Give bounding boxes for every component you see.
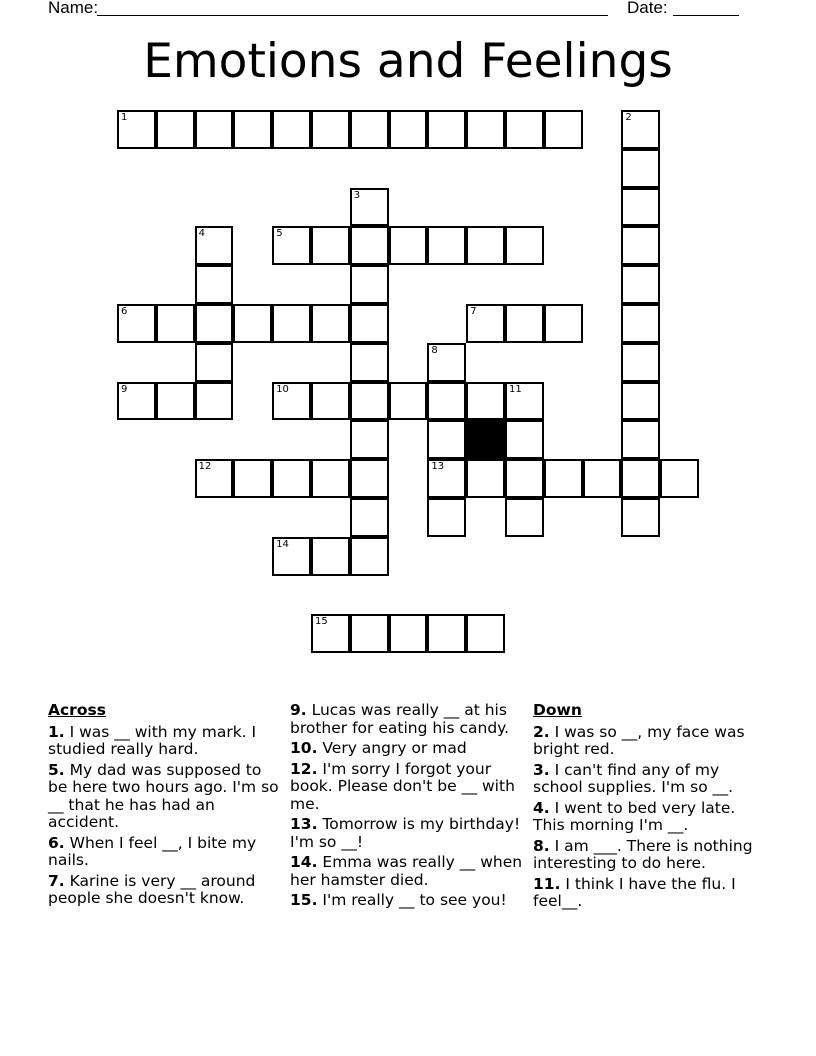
crossword-cell[interactable]	[466, 459, 505, 498]
down-heading: Down	[533, 701, 582, 719]
crossword-cell[interactable]	[350, 110, 389, 149]
crossword-cell[interactable]	[621, 459, 660, 498]
crossword-cell[interactable]	[621, 265, 660, 304]
crossword-cell[interactable]	[350, 188, 389, 227]
clue-text: I can't find any of my school supplies. I'm so __.	[533, 760, 734, 796]
crossword-cell[interactable]	[389, 226, 428, 265]
crossword-cell[interactable]	[195, 265, 234, 304]
crossword-cell[interactable]	[272, 226, 311, 265]
name-field[interactable]	[97, 0, 608, 16]
clue-text: Tomorrow is my birthday! I'm so __!	[290, 815, 521, 851]
crossword-cell[interactable]	[389, 382, 428, 421]
crossword-cell[interactable]	[621, 343, 660, 382]
crossword-cell[interactable]	[272, 459, 311, 498]
crossword-cell[interactable]	[233, 459, 272, 498]
clue-item	[533, 724, 763, 759]
crossword-cell[interactable]	[505, 110, 544, 149]
across-clues-column	[48, 702, 283, 911]
crossword-cell[interactable]	[350, 343, 389, 382]
clue-number: 3	[353, 189, 361, 201]
clue-number: 5.	[48, 760, 65, 779]
crossword-cell[interactable]	[350, 304, 389, 343]
crossword-cell[interactable]	[195, 343, 234, 382]
crossword-cell[interactable]	[427, 226, 466, 265]
crossword-cell[interactable]	[505, 304, 544, 343]
crossword-cell[interactable]	[427, 382, 466, 421]
clue-text: Emma was really __ when her hamster died.	[290, 853, 523, 889]
crossword-cell[interactable]	[544, 110, 583, 149]
black-cell	[466, 420, 505, 459]
crossword-cell[interactable]	[272, 382, 311, 421]
clue-number: 5	[276, 228, 283, 240]
crossword-cell[interactable]	[311, 110, 350, 149]
crossword-cell[interactable]	[195, 304, 234, 343]
crossword-cell[interactable]	[544, 304, 583, 343]
crossword-cell[interactable]	[311, 459, 350, 498]
crossword-cell[interactable]	[621, 110, 660, 149]
clue-text: Karine is very __ around people she doesn't know.	[48, 871, 256, 907]
date-field[interactable]	[673, 0, 739, 16]
crossword-cell[interactable]	[350, 265, 389, 304]
crossword-cell[interactable]	[389, 110, 428, 149]
clue-text: I'm sorry I forgot your book. Please don't be __ with me.	[290, 759, 515, 813]
clue-item	[290, 892, 528, 910]
clue-item	[533, 838, 763, 873]
crossword-cell[interactable]	[505, 498, 544, 537]
clue-number: 4.	[533, 798, 550, 817]
clue-item	[533, 800, 763, 835]
clue-text: I am ___. There is nothing interesting to do here.	[533, 836, 753, 872]
clue-item	[290, 702, 528, 737]
clue-number: 10	[276, 383, 289, 395]
clue-number: 14	[276, 538, 289, 550]
clue-number: 8	[431, 344, 438, 356]
clue-text: I think I have the flu. I feel__.	[533, 874, 736, 910]
crossword-cell[interactable]	[195, 110, 234, 149]
clue-number: 14.	[290, 853, 318, 871]
clue-item	[290, 854, 528, 889]
clue-item	[290, 816, 528, 851]
crossword-cell[interactable]	[427, 459, 466, 498]
clue-item	[48, 724, 283, 759]
clue-number: 1	[121, 112, 128, 123]
crossword-cell[interactable]	[117, 382, 156, 421]
crossword-cell[interactable]	[350, 226, 389, 265]
down-clues-column	[533, 702, 763, 914]
clue-number: 9	[121, 383, 128, 395]
crossword-cell[interactable]	[389, 614, 428, 653]
crossword-cell[interactable]	[350, 614, 389, 653]
clue-text: My dad was supposed to be here two hours ago. I'm so __ that he has had an accident.	[48, 760, 279, 831]
crossword-cell[interactable]	[350, 498, 389, 537]
crossword-cell[interactable]	[195, 226, 234, 265]
crossword-cell[interactable]	[621, 382, 660, 421]
crossword-cell[interactable]	[233, 110, 272, 149]
crossword-cell[interactable]	[466, 226, 505, 265]
across-clues-column-2	[290, 702, 528, 913]
clue-item	[48, 835, 283, 870]
clue-text: I was __ with my mark. I studied really hard.	[48, 722, 257, 758]
clue-number: 7	[470, 306, 477, 317]
crossword-cell[interactable]	[621, 188, 660, 227]
crossword-cell[interactable]	[195, 382, 234, 421]
clue-item	[533, 876, 763, 911]
crossword-cell[interactable]	[427, 420, 466, 459]
crossword-cell[interactable]	[311, 304, 350, 343]
crossword-cell[interactable]	[311, 382, 350, 421]
crossword-cell[interactable]	[117, 304, 156, 343]
crossword-cell[interactable]	[466, 304, 505, 343]
clue-number: 6	[121, 306, 128, 317]
clue-number: 12.	[290, 759, 318, 778]
crossword-cell[interactable]	[544, 459, 583, 498]
clue-item	[48, 873, 283, 908]
clue-text: I was so __, my face was bright red.	[533, 722, 745, 758]
crossword-cell[interactable]	[272, 304, 311, 343]
crossword-cell[interactable]	[350, 537, 389, 576]
crossword-cell[interactable]	[660, 459, 699, 498]
clue-number: 10.	[290, 739, 318, 757]
across-heading: Across	[48, 701, 106, 719]
crossword-cell[interactable]	[505, 226, 544, 265]
page-title: Emotions and Feelings	[143, 34, 673, 89]
clue-number: 13.	[290, 815, 318, 833]
clue-number: 8.	[533, 836, 550, 855]
crossword-cell[interactable]	[350, 459, 389, 498]
crossword-grid	[117, 110, 700, 655]
clue-number: 2	[625, 112, 632, 123]
clue-number: 11	[509, 383, 522, 395]
clue-number: 9.	[290, 701, 307, 719]
clue-number: 2.	[533, 722, 550, 741]
crossword-cell[interactable]	[350, 420, 389, 459]
crossword-cell[interactable]	[621, 304, 660, 343]
crossword-cell[interactable]	[195, 459, 234, 498]
crossword-cell[interactable]	[466, 110, 505, 149]
clue-item	[533, 762, 763, 797]
crossword-cell[interactable]	[427, 343, 466, 382]
crossword-cell[interactable]	[156, 110, 195, 149]
clue-number: 12	[198, 461, 212, 473]
clue-text: Lucas was really __ at his brother for eating his candy.	[290, 701, 510, 737]
crossword-cell[interactable]	[583, 459, 622, 498]
crossword-cell[interactable]	[621, 498, 660, 537]
clue-item	[290, 740, 528, 758]
crossword-cell[interactable]	[117, 110, 156, 149]
crossword-cell[interactable]	[505, 382, 544, 421]
clue-text: I'm really __ to see you!	[317, 891, 507, 909]
crossword-cell[interactable]	[427, 110, 466, 149]
crossword-cell[interactable]	[311, 226, 350, 265]
crossword-cell[interactable]	[350, 382, 389, 421]
crossword-cell[interactable]	[505, 420, 544, 459]
clue-text: I went to bed very late. This morning I'm __.	[533, 798, 736, 834]
clue-number: 4	[198, 228, 205, 240]
clue-text: When I feel __, I bite my nails.	[48, 833, 257, 869]
crossword-cell[interactable]	[427, 498, 466, 537]
crossword-cell[interactable]	[272, 537, 311, 576]
clue-number: 15.	[290, 891, 318, 909]
crossword-cell[interactable]	[272, 110, 311, 149]
clue-number: 6.	[48, 833, 65, 852]
crossword-cell[interactable]	[311, 614, 350, 653]
crossword-cell[interactable]	[466, 614, 505, 653]
crossword-cell[interactable]	[466, 382, 505, 421]
clue-text: Very angry or mad	[317, 739, 467, 757]
crossword-cell[interactable]	[427, 614, 466, 653]
clue-item	[48, 762, 283, 832]
clue-number: 15	[315, 616, 328, 628]
crossword-cell[interactable]	[311, 537, 350, 576]
clue-number: 11.	[533, 874, 561, 893]
crossword-cell[interactable]	[621, 226, 660, 265]
crossword-cell[interactable]	[621, 149, 660, 188]
clue-number: 7.	[48, 871, 65, 890]
date-label: Date:	[627, 0, 668, 17]
crossword-cell[interactable]	[156, 304, 195, 343]
crossword-cell[interactable]	[156, 382, 195, 421]
name-label: Name:	[48, 0, 99, 17]
clue-item	[290, 761, 528, 814]
clue-number: 1.	[48, 722, 65, 741]
clue-number: 3.	[533, 760, 550, 779]
crossword-cell[interactable]	[233, 304, 272, 343]
crossword-cell[interactable]	[505, 459, 544, 498]
clue-number: 13	[431, 461, 445, 473]
crossword-cell[interactable]	[621, 420, 660, 459]
